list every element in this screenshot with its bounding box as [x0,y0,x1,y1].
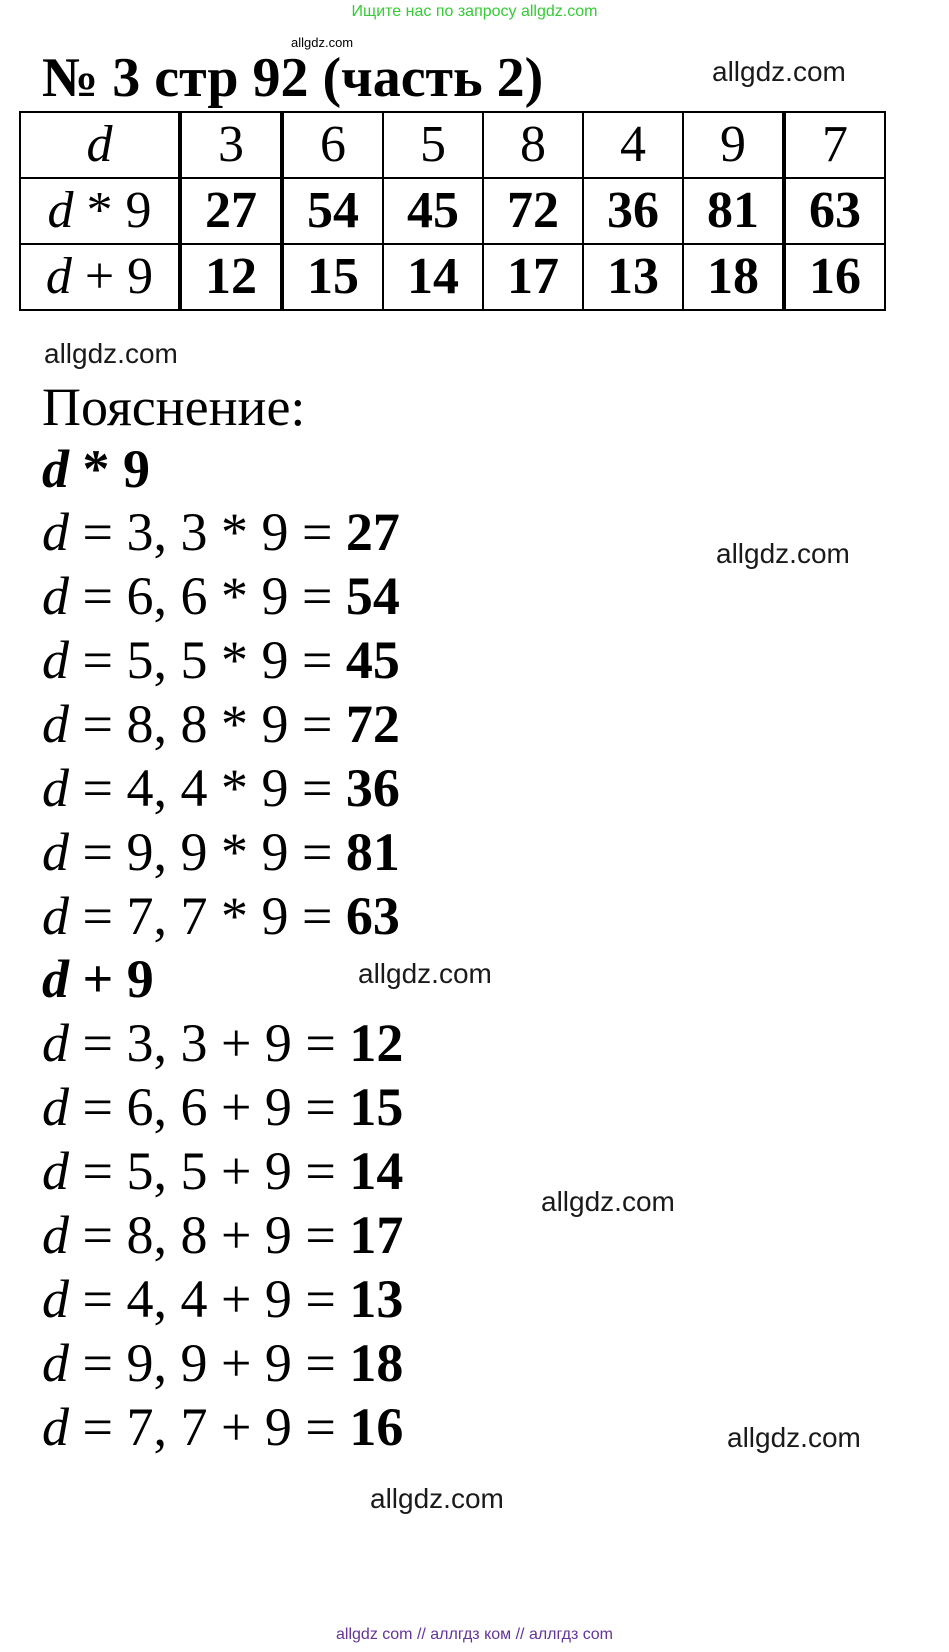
table-cell: 17 [483,244,583,310]
variable-d: d [42,1077,69,1137]
equation-result: 13 [349,1269,404,1329]
watermark: allgdz.com [716,538,850,569]
equation-line [42,1267,403,1331]
table-row [20,112,885,178]
equation-expression: = 5, 5 + 9 = [69,1141,350,1201]
equation-line [42,820,400,884]
table-cell: 6 [282,112,383,178]
table-cell: 13 [583,244,683,310]
watermark: allgdz.com [44,338,178,369]
equation-line [42,1139,403,1203]
equation-result: 63 [345,886,400,946]
page-title: № 3 стр 92 (часть 2) [42,47,544,109]
equation-expression: = 8, 8 * 9 = [69,694,346,754]
variable-d: d [45,248,72,305]
top-banner-link[interactable]: Ищите нас по запросу allgdz.com [351,3,598,20]
row-header [20,112,180,178]
table-cell: 7 [784,112,885,178]
equation-result: 14 [349,1141,404,1201]
table-cell: 27 [180,178,282,244]
table-cell: 9 [683,112,784,178]
equation-result: 17 [349,1205,404,1265]
table-cell: 8 [483,112,583,178]
variable-d: d [42,1205,69,1265]
table-cell: 5 [383,112,483,178]
equation-line [42,756,400,820]
table-cell: 18 [683,244,784,310]
section-heading-multiply [42,437,150,501]
variable-d: d [42,1397,69,1457]
equation-expression: = 4, 4 * 9 = [69,758,346,818]
section-operation: + 9 [69,949,154,1009]
table-cell: 72 [483,178,583,244]
equation-line [42,564,400,628]
equation-expression: = 3, 3 + 9 = [69,1013,350,1073]
equation-line [42,628,400,692]
equation-result: 54 [345,566,400,626]
row-header [20,178,180,244]
variable-d: d [47,182,74,239]
equation-line [42,692,400,756]
equation-line [42,1011,403,1075]
equation-line [42,1075,403,1139]
watermark: allgdz.com [358,958,492,989]
table-cell: 63 [784,178,885,244]
equation-result: 16 [349,1397,404,1457]
variable-d: d [42,1333,69,1393]
table-cell: 4 [583,112,683,178]
variable-d: d [42,1013,69,1073]
variable-d: d [42,439,69,499]
equation-expression: = 6, 6 + 9 = [69,1077,350,1137]
row-operation: * 9 [73,182,152,239]
variable-d: d [42,886,69,946]
equation-result: 12 [349,1013,404,1073]
table-row [20,244,885,310]
equation-result: 27 [345,502,400,562]
watermark: allgdz.com [541,1186,675,1217]
variable-d: d [42,822,69,882]
table-cell: 12 [180,244,282,310]
values-table [19,111,886,311]
equation-expression: = 5, 5 * 9 = [69,630,346,690]
equation-expression: = 6, 6 * 9 = [69,566,346,626]
variable-d: d [42,949,69,1009]
equation-result: 45 [345,630,400,690]
equation-line [42,884,400,948]
equation-expression: = 7, 7 * 9 = [69,886,346,946]
variable-d: d [86,116,113,173]
equation-result: 81 [345,822,400,882]
table-cell: 3 [180,112,282,178]
equation-expression: = 3, 3 * 9 = [69,502,346,562]
variable-d: d [42,502,69,562]
table-cell: 54 [282,178,383,244]
footer-links[interactable]: allgdz com // аллгдз ком // аллгдз com [336,1626,613,1643]
watermark: allgdz.com [712,56,846,87]
table-cell: 14 [383,244,483,310]
equation-result: 18 [349,1333,404,1393]
equation-line [42,1203,403,1267]
table-cell: 36 [583,178,683,244]
equation-result: 36 [345,758,400,818]
table-row [20,178,885,244]
variable-d: d [42,694,69,754]
equation-expression: = 9, 9 * 9 = [69,822,346,882]
variable-d: d [42,758,69,818]
equation-result: 15 [349,1077,404,1137]
variable-d: d [42,1141,69,1201]
table-cell: 16 [784,244,885,310]
section-heading-add [42,947,154,1011]
equation-line [42,500,400,564]
equation-expression: = 4, 4 + 9 = [69,1269,350,1329]
section-operation: * 9 [69,439,150,499]
table-cell: 45 [383,178,483,244]
watermark-small: allgdz.com [291,35,354,50]
table-cell: 15 [282,244,383,310]
variable-d: d [42,566,69,626]
equation-line [42,1395,403,1459]
variable-d: d [42,630,69,690]
row-operation: + 9 [71,248,154,305]
row-header [20,244,180,310]
equation-result: 72 [345,694,400,754]
equation-expression: = 8, 8 + 9 = [69,1205,350,1265]
equation-expression: = 7, 7 + 9 = [69,1397,350,1457]
watermark: allgdz.com [370,1483,504,1514]
watermark: allgdz.com [727,1422,861,1453]
variable-d: d [42,1269,69,1329]
equation-expression: = 9, 9 + 9 = [69,1333,350,1393]
equation-line [42,1331,403,1395]
table-cell: 81 [683,178,784,244]
explanation-title: Пояснение: [42,377,306,437]
